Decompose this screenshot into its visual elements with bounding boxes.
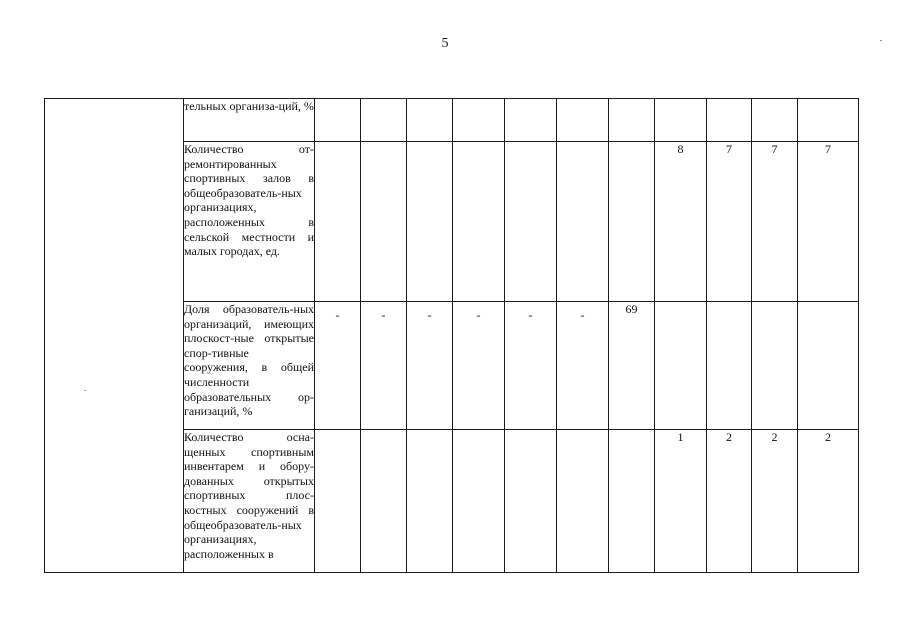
value-cell (752, 302, 798, 430)
indicator-table (44, 98, 859, 573)
value-cell (361, 99, 407, 142)
value-cell (609, 430, 655, 573)
value-cell (752, 99, 798, 142)
value-cell (609, 142, 655, 302)
value-cell (798, 99, 859, 142)
value-cell: 7 (798, 142, 859, 302)
value-cell: 8 (655, 142, 707, 302)
value-cell (453, 142, 505, 302)
value-cell (407, 142, 453, 302)
value-cell (453, 430, 505, 573)
value-cell (557, 99, 609, 142)
value-cell (361, 142, 407, 302)
value-cell: 2 (752, 430, 798, 573)
value-cell (407, 99, 453, 142)
value-cell (315, 99, 361, 142)
value-cell: - (315, 302, 361, 430)
value-cell (361, 430, 407, 573)
value-cell (505, 430, 557, 573)
value-cell (707, 99, 752, 142)
table-row (45, 99, 859, 142)
scan-speck (880, 40, 882, 41)
value-cell (798, 302, 859, 430)
value-cell: - (557, 302, 609, 430)
value-cell (315, 430, 361, 573)
value-cell (505, 99, 557, 142)
scan-speck (84, 390, 86, 391)
row-label: Количество осна-щенных спортивным инвентарем и обору-дованных открытых спортивных плос-костных сооружений в общеобразователь-ных организациях, расположенных в (184, 430, 315, 573)
value-cell (505, 142, 557, 302)
value-cell (557, 142, 609, 302)
value-cell: 7 (707, 142, 752, 302)
value-cell (407, 430, 453, 573)
row-label: Доля образователь-ных организаций, имеющих плоскост-ные открытые спор-тивные сооружения, в общей численности образовательных ор-ганизаций, % (184, 302, 315, 430)
value-cell: 69 (609, 302, 655, 430)
value-cell: - (505, 302, 557, 430)
value-cell: 2 (707, 430, 752, 573)
row-label: Количество от-ремонтированных спортивных залов в общеобразователь-ных организациях, расположенных в сельской местности и малых городах, ед. (184, 142, 315, 302)
value-cell (609, 99, 655, 142)
empty-left-column (45, 99, 184, 573)
value-cell (655, 302, 707, 430)
value-cell: - (361, 302, 407, 430)
value-cell (655, 99, 707, 142)
value-cell: 1 (655, 430, 707, 573)
value-cell: 7 (752, 142, 798, 302)
value-cell: - (407, 302, 453, 430)
page-number: 5 (441, 36, 449, 51)
value-cell (453, 99, 505, 142)
value-cell: - (453, 302, 505, 430)
value-cell: 2 (798, 430, 859, 573)
value-cell (315, 142, 361, 302)
value-cell (557, 430, 609, 573)
value-cell (707, 302, 752, 430)
row-label: тельных организа-ций, % (184, 99, 315, 142)
